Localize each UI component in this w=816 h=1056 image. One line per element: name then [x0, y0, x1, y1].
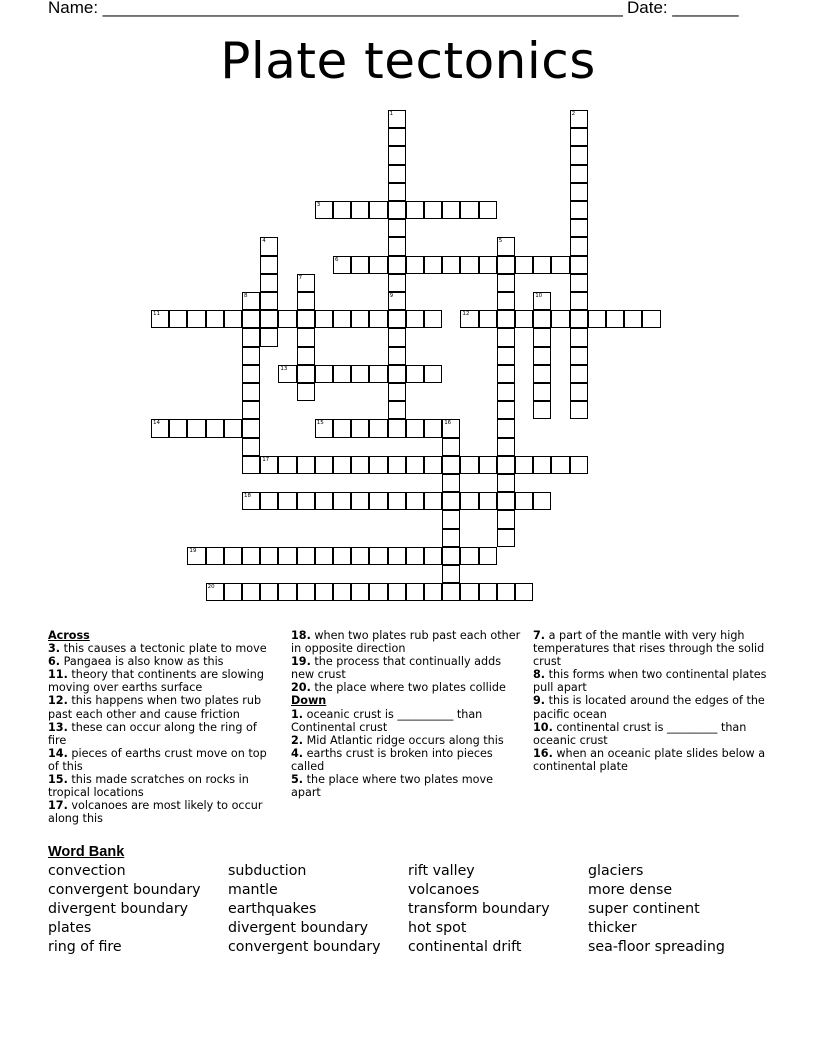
grid-cell[interactable]: [278, 365, 296, 383]
grid-cell[interactable]: [242, 401, 260, 419]
grid-cell[interactable]: [242, 383, 260, 401]
grid-cell[interactable]: [460, 547, 478, 565]
clue-across-11: 11. theory that continents are slowing moving over earths surface: [48, 668, 264, 695]
grid-cell[interactable]: [242, 456, 260, 474]
clue-number: 13: [280, 365, 288, 372]
word-bank-heading: Word Bank: [48, 844, 125, 860]
grid-cell[interactable]: [315, 201, 333, 219]
word-bank-item: plates: [48, 920, 92, 936]
grid-cell[interactable]: [424, 547, 442, 565]
grid-cell[interactable]: [278, 456, 296, 474]
date-field[interactable]: Date: _______: [627, 0, 739, 17]
word-bank-item: glaciers: [588, 863, 644, 879]
clue-number: 5: [498, 238, 503, 245]
clue-across-17: 17. volcanoes are most likely to occur along this: [48, 799, 263, 826]
grid-cell[interactable]: [351, 201, 369, 219]
grid-cell[interactable]: [570, 347, 588, 365]
grid-cell[interactable]: [533, 347, 551, 365]
clue-number: 15: [316, 420, 324, 427]
grid-cell[interactable]: [242, 328, 260, 346]
grid-cell[interactable]: [588, 310, 606, 328]
grid-cell[interactable]: [224, 310, 242, 328]
grid-cell[interactable]: [369, 492, 387, 510]
grid-cell[interactable]: [442, 492, 460, 510]
grid-cell[interactable]: [297, 347, 315, 365]
grid-cell[interactable]: [497, 383, 515, 401]
grid-cell[interactable]: [570, 274, 588, 292]
grid-cell[interactable]: [260, 583, 278, 601]
grid-cell[interactable]: [388, 256, 406, 274]
grid-cell[interactable]: [388, 365, 406, 383]
grid-cell[interactable]: [242, 583, 260, 601]
clues-column-1: [48, 629, 276, 825]
grid-cell[interactable]: [388, 583, 406, 601]
grid-cell[interactable]: [497, 310, 515, 328]
word-bank-item: volcanoes: [408, 882, 480, 898]
grid-cell[interactable]: [479, 456, 497, 474]
grid-cell[interactable]: [497, 401, 515, 419]
grid-cell[interactable]: [242, 438, 260, 456]
clue-down-16: 16. when an oceanic plate slides below a continental plate: [533, 746, 766, 773]
across-heading: Across: [48, 629, 90, 642]
grid-cell[interactable]: [206, 583, 224, 601]
grid-cell[interactable]: [442, 256, 460, 274]
grid-cell[interactable]: [206, 310, 224, 328]
grid-cell[interactable]: [551, 310, 569, 328]
clue-number: 1: [389, 111, 394, 117]
grid-cell[interactable]: [642, 310, 660, 328]
grid-cell[interactable]: [424, 583, 442, 601]
grid-cell[interactable]: [406, 456, 424, 474]
clue-down-5: 5. the place where two plates move apart: [291, 773, 493, 800]
grid-cell[interactable]: [497, 583, 515, 601]
grid-cell[interactable]: [570, 310, 588, 328]
grid-cell[interactable]: [388, 128, 406, 146]
word-bank-column-4: [588, 862, 725, 957]
grid-cell[interactable]: [570, 292, 588, 310]
grid-cell[interactable]: [515, 492, 533, 510]
grid-cell[interactable]: [515, 310, 533, 328]
grid-cell[interactable]: [497, 365, 515, 383]
grid-cell[interactable]: [442, 510, 460, 528]
grid-cell[interactable]: [406, 583, 424, 601]
down-heading: Down: [291, 694, 327, 708]
grid-cell[interactable]: [351, 419, 369, 437]
clue-number: 16: [444, 420, 452, 427]
grid-cell[interactable]: [442, 438, 460, 456]
grid-cell[interactable]: [333, 419, 351, 437]
grid-cell[interactable]: [515, 583, 533, 601]
grid-cell[interactable]: [497, 292, 515, 310]
grid-cell[interactable]: [297, 547, 315, 565]
grid-cell[interactable]: [442, 547, 460, 565]
grid-cell[interactable]: [297, 583, 315, 601]
clue-across-15: 15. this made scratches on rocks in tropical locations: [48, 773, 249, 800]
grid-cell[interactable]: [333, 201, 351, 219]
grid-cell[interactable]: [515, 456, 533, 474]
clue-number: 6: [335, 256, 339, 263]
grid-cell[interactable]: [388, 456, 406, 474]
grid-cell[interactable]: [497, 529, 515, 547]
grid-cell[interactable]: [333, 547, 351, 565]
grid-cell[interactable]: [497, 328, 515, 346]
grid-cell[interactable]: [533, 383, 551, 401]
word-bank-item: convection: [48, 863, 126, 879]
grid-cell[interactable]: [369, 547, 387, 565]
clue-number: 12: [462, 311, 470, 318]
grid-cell[interactable]: [424, 365, 442, 383]
grid-cell[interactable]: [333, 492, 351, 510]
clue-across-13: 13. these can occur along the ring of fire: [48, 720, 257, 747]
grid-cell[interactable]: [442, 565, 460, 583]
grid-cell[interactable]: [406, 256, 424, 274]
word-bank-item: more dense: [588, 882, 673, 898]
grid-cell[interactable]: [297, 292, 315, 310]
grid-cell[interactable]: [206, 419, 224, 437]
grid-cell[interactable]: [242, 492, 260, 510]
grid-cell[interactable]: [369, 456, 387, 474]
grid-cell[interactable]: [442, 456, 460, 474]
clue-number: 18: [244, 493, 251, 500]
clue-number: 19: [189, 547, 197, 554]
grid-cell[interactable]: [533, 328, 551, 346]
grid-cell[interactable]: [533, 292, 551, 310]
grid-cell[interactable]: [333, 456, 351, 474]
grid-cell[interactable]: [260, 310, 278, 328]
grid-cell[interactable]: [187, 547, 205, 565]
word-bank-item: hot spot: [408, 920, 467, 936]
clue-across-6: 6. Pangaea is also know as this: [48, 655, 224, 669]
grid-cell[interactable]: [442, 474, 460, 492]
grid-cell[interactable]: [533, 256, 551, 274]
grid-cell[interactable]: [315, 419, 333, 437]
grid-cell[interactable]: [388, 219, 406, 237]
grid-cell[interactable]: [260, 547, 278, 565]
grid-cell[interactable]: [479, 547, 497, 565]
clue-down-2: 2. Mid Atlantic ridge occurs along this: [291, 733, 504, 747]
grid-cell[interactable]: [570, 237, 588, 255]
grid-cell[interactable]: [260, 274, 278, 292]
clue-number: 8: [244, 293, 248, 299]
grid-cell[interactable]: [533, 310, 551, 328]
grid-cell[interactable]: [570, 110, 588, 128]
clue-across-20: 20. the place where two plates collide: [291, 681, 506, 695]
grid-cell[interactable]: [497, 492, 515, 510]
grid-cell[interactable]: [570, 183, 588, 201]
grid-cell[interactable]: [460, 456, 478, 474]
clue-down-9: 9. this is located around the edges of the pacific ocean: [533, 694, 765, 721]
grid-cell[interactable]: [297, 383, 315, 401]
grid-cell[interactable]: [624, 310, 642, 328]
clue-across-18: 18. when two plates rub past each other in opposite direction: [291, 629, 521, 656]
grid-cell[interactable]: [497, 438, 515, 456]
clue-number: 3: [316, 202, 321, 208]
word-bank-item: super continent: [588, 901, 700, 917]
grid-cell[interactable]: [388, 328, 406, 346]
grid-cell[interactable]: [497, 347, 515, 365]
grid-cell[interactable]: [551, 256, 569, 274]
grid-cell[interactable]: [388, 492, 406, 510]
grid-cell[interactable]: [297, 274, 315, 292]
grid-cell[interactable]: [388, 237, 406, 255]
grid-cell[interactable]: [297, 310, 315, 328]
grid-cell[interactable]: [570, 328, 588, 346]
grid-cell[interactable]: [442, 419, 460, 437]
grid-cell[interactable]: [260, 256, 278, 274]
grid-cell[interactable]: [388, 201, 406, 219]
grid-cell[interactable]: [224, 419, 242, 437]
grid-cell[interactable]: [242, 347, 260, 365]
clues-column-3: [533, 629, 773, 773]
grid-cell[interactable]: [570, 201, 588, 219]
clue-down-8: 8. this forms when two continental plates pull apart: [533, 668, 767, 695]
grid-cell[interactable]: [479, 583, 497, 601]
clue-down-10: 10. continental crust is _________ than oceanic crust: [533, 720, 747, 747]
grid-cell[interactable]: [278, 310, 296, 328]
grid-cell[interactable]: [497, 274, 515, 292]
grid-cell[interactable]: [297, 365, 315, 383]
grid-cell[interactable]: [242, 365, 260, 383]
grid-cell[interactable]: [388, 292, 406, 310]
word-bank-item: convergent boundary: [48, 882, 201, 898]
clue-across-12: 12. this happens when two plates rub past each other and cause friction: [48, 694, 262, 721]
grid-cell[interactable]: [442, 583, 460, 601]
grid-cell[interactable]: [406, 547, 424, 565]
grid-cell[interactable]: [369, 365, 387, 383]
grid-cell[interactable]: [151, 310, 169, 328]
grid-cell[interactable]: [388, 419, 406, 437]
word-bank-item: ring of fire: [48, 939, 122, 955]
grid-cell[interactable]: [533, 456, 551, 474]
grid-cell[interactable]: [533, 492, 551, 510]
grid-cell[interactable]: [570, 456, 588, 474]
grid-cell[interactable]: [278, 583, 296, 601]
word-bank-item: rift valley: [408, 863, 475, 879]
grid-cell[interactable]: [388, 401, 406, 419]
grid-cell[interactable]: [242, 292, 260, 310]
clue-down-1: 1. oceanic crust is __________ than Continental crust: [291, 707, 483, 734]
grid-cell[interactable]: [551, 456, 569, 474]
grid-cell[interactable]: [369, 419, 387, 437]
word-bank-column-3: [408, 862, 550, 957]
grid-cell[interactable]: [406, 492, 424, 510]
grid-cell[interactable]: [333, 365, 351, 383]
grid-cell[interactable]: [315, 456, 333, 474]
grid-cell[interactable]: [260, 492, 278, 510]
grid-cell[interactable]: [606, 310, 624, 328]
clue-number: 7: [298, 274, 303, 281]
grid-cell[interactable]: [460, 201, 478, 219]
grid-cell[interactable]: [333, 583, 351, 601]
grid-cell[interactable]: [224, 547, 242, 565]
grid-cell[interactable]: [424, 419, 442, 437]
clue-across-14: 14. pieces of earths crust move on top of this: [48, 746, 267, 773]
grid-cell[interactable]: [369, 201, 387, 219]
grid-cell[interactable]: [533, 401, 551, 419]
puzzle-title: Plate tectonics: [220, 32, 596, 90]
clue-number: 17: [262, 456, 270, 463]
grid-cell[interactable]: [169, 419, 187, 437]
grid-cell[interactable]: [187, 310, 205, 328]
grid-cell[interactable]: [278, 547, 296, 565]
grid-cell[interactable]: [570, 365, 588, 383]
grid-cell[interactable]: [351, 256, 369, 274]
grid-cell[interactable]: [460, 583, 478, 601]
grid-cell[interactable]: [570, 401, 588, 419]
grid-cell[interactable]: [351, 547, 369, 565]
grid-cell[interactable]: [388, 274, 406, 292]
grid-cell[interactable]: [406, 419, 424, 437]
grid-cell[interactable]: [351, 492, 369, 510]
grid-cell[interactable]: [570, 383, 588, 401]
grid-cell[interactable]: [497, 474, 515, 492]
name-field[interactable]: Name: _______________________________________________________: [48, 0, 623, 17]
word-bank-item: earthquakes: [228, 901, 317, 917]
grid-cell[interactable]: [442, 201, 460, 219]
word-bank-item: sea-floor spreading: [588, 939, 725, 955]
grid-cell[interactable]: [570, 219, 588, 237]
word-bank-item: divergent boundary: [48, 901, 189, 917]
clue-number: 11: [153, 311, 160, 318]
grid-cell[interactable]: [388, 347, 406, 365]
grid-cell[interactable]: [424, 492, 442, 510]
clue-across-19: 19. the process that continually adds new crust: [291, 655, 502, 682]
grid-cell[interactable]: [315, 492, 333, 510]
clue-number: 14: [153, 420, 160, 427]
grid-cell[interactable]: [297, 492, 315, 510]
grid-cell[interactable]: [369, 310, 387, 328]
grid-cell[interactable]: [206, 547, 224, 565]
grid-cell[interactable]: [424, 310, 442, 328]
grid-cell[interactable]: [315, 547, 333, 565]
grid-cell[interactable]: [460, 310, 478, 328]
grid-cell[interactable]: [388, 310, 406, 328]
grid-cell[interactable]: [151, 419, 169, 437]
grid-cell[interactable]: [260, 456, 278, 474]
word-bank-item: divergent boundary: [228, 920, 369, 936]
grid-cell[interactable]: [460, 256, 478, 274]
grid-cell[interactable]: [388, 383, 406, 401]
word-bank-item: convergent boundary: [228, 939, 381, 955]
grid-cell[interactable]: [242, 547, 260, 565]
grid-cell[interactable]: [479, 201, 497, 219]
grid-cell[interactable]: [497, 456, 515, 474]
grid-cell[interactable]: [278, 492, 296, 510]
grid-cell[interactable]: [406, 201, 424, 219]
clue-number: 2: [571, 111, 576, 117]
grid-cell[interactable]: [388, 165, 406, 183]
clue-across-3: 3. this causes a tectonic plate to move: [48, 642, 267, 656]
grid-cell[interactable]: [315, 310, 333, 328]
clue-down-4: 4. earths crust is broken into pieces called: [291, 746, 493, 773]
grid-cell[interactable]: [497, 510, 515, 528]
grid-cell[interactable]: [406, 310, 424, 328]
word-bank-item: mantle: [228, 882, 278, 898]
word-bank-item: transform boundary: [408, 901, 550, 917]
grid-cell[interactable]: [406, 365, 424, 383]
grid-cell[interactable]: [497, 419, 515, 437]
grid-cell[interactable]: [260, 237, 278, 255]
grid-cell[interactable]: [187, 419, 205, 437]
grid-cell[interactable]: [497, 256, 515, 274]
grid-cell[interactable]: [242, 310, 260, 328]
grid-cell[interactable]: [479, 492, 497, 510]
clues-column-2: [291, 629, 521, 799]
grid-cell[interactable]: [351, 456, 369, 474]
grid-cell[interactable]: [570, 128, 588, 146]
clue-number: 9: [389, 293, 394, 299]
word-bank-column-2: [228, 862, 381, 957]
grid-cell[interactable]: [515, 256, 533, 274]
grid-cell[interactable]: [497, 237, 515, 255]
grid-cell[interactable]: [479, 310, 497, 328]
grid-cell[interactable]: [369, 583, 387, 601]
grid-cell[interactable]: [351, 365, 369, 383]
grid-cell[interactable]: [333, 310, 351, 328]
grid-cell[interactable]: [479, 256, 497, 274]
grid-cell[interactable]: [224, 583, 242, 601]
word-bank-item: continental drift: [408, 939, 522, 955]
grid-cell[interactable]: [570, 146, 588, 164]
clue-down-7: 7. a part of the mantle with very high temperatures that rises through the solid crust: [533, 629, 765, 669]
word-bank-item: subduction: [228, 863, 307, 879]
grid-cell[interactable]: [351, 310, 369, 328]
grid-cell[interactable]: [388, 547, 406, 565]
grid-cell[interactable]: [424, 256, 442, 274]
grid-cell[interactable]: [315, 583, 333, 601]
grid-cell[interactable]: [260, 328, 278, 346]
grid-cell[interactable]: [242, 419, 260, 437]
grid-cell[interactable]: [442, 529, 460, 547]
grid-cell[interactable]: [260, 292, 278, 310]
clue-number: 20: [207, 584, 215, 591]
grid-cell[interactable]: [533, 365, 551, 383]
word-bank-item: thicker: [588, 920, 637, 936]
clue-number: 4: [262, 238, 266, 245]
grid-cell[interactable]: [169, 310, 187, 328]
clue-number: 10: [535, 293, 543, 299]
grid-cell[interactable]: [388, 183, 406, 201]
grid-cell[interactable]: [297, 456, 315, 474]
grid-cell[interactable]: [388, 146, 406, 164]
grid-cell[interactable]: [460, 492, 478, 510]
grid-cell[interactable]: [424, 201, 442, 219]
word-bank-column-1: [48, 862, 201, 957]
grid-cell[interactable]: [388, 110, 406, 128]
grid-cell[interactable]: [351, 583, 369, 601]
grid-cell[interactable]: [333, 256, 351, 274]
grid-cell[interactable]: [369, 256, 387, 274]
grid-cell[interactable]: [424, 456, 442, 474]
grid-cell[interactable]: [570, 256, 588, 274]
grid-cell[interactable]: [315, 365, 333, 383]
grid-cell[interactable]: [297, 328, 315, 346]
grid-cell[interactable]: [570, 165, 588, 183]
